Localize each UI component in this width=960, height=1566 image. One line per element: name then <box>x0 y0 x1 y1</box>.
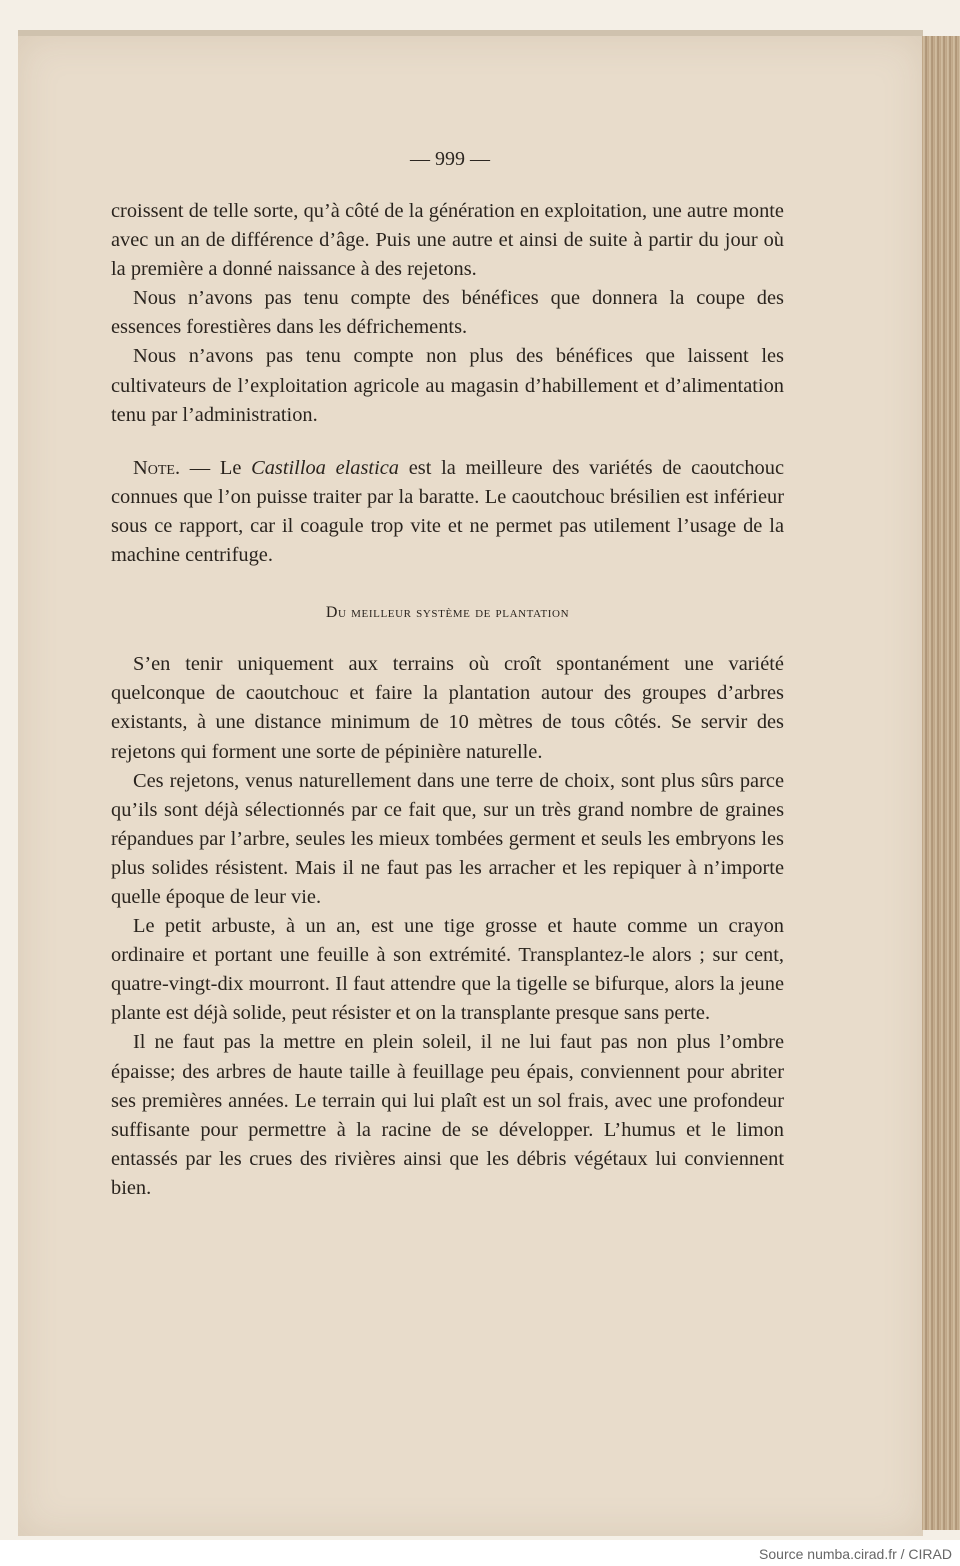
note-species: Castilloa elastica <box>251 456 400 479</box>
page-edge <box>922 36 960 1530</box>
page-text <box>111 197 784 1203</box>
paragraph: Il ne faut pas la mettre en plein soleil, il ne lui faut pas non plus l’ombre épaisse; des arbres de haute taille à feuillage peu épais, conviennent pour abriter ses premières années. Le terrain qui lui plaît est un sol frais, avec une profondeur suffisante pour permettre à la racine de se développer. L’humus et le limon entassés par les crues des rivières ainsi que les débris végétaux lui conviennent bien. <box>111 1031 784 1199</box>
note-label: Note. — <box>133 456 211 479</box>
note-paragraph <box>111 454 784 570</box>
note-text: est la meilleure des variétés de caoutchouc connues que l’on puisse traiter par la baratte. Le caoutchouc brésilien est inférieur sous ce rapport, car il coagule trop vite et ne permet pas utilement l’usage de la machine centrifuge. <box>111 456 784 567</box>
paragraph: Ces rejetons, venus naturellement dans une terre de choix, sont plus sûrs parce qu’ils sont déjà sélectionnés par ce fait que, sur un très grand nombre de graines répandues par l’arbre, seules les mieux tombées germent et seuls les embryons les plus solides résistent. Mais il ne faut pas les arracher et les repiquer à n’importe quelle époque de leur vie. <box>111 769 784 908</box>
source-credit: Source numba.cirad.fr / CIRAD <box>759 1546 952 1562</box>
paragraph: Nous n’avons pas tenu compte non plus des bénéfices que laissent les cultivateurs de l’exploitation agricole au magasin d’habillement et d’alimentation tenu par l’administration. <box>111 345 784 426</box>
section-title: Du meilleur système de plantation <box>325 604 570 622</box>
page-number: — 999 — <box>410 148 490 170</box>
paragraph: croissent de telle sorte, qu’à côté de la génération en exploitation, une autre monte avec un an de différence d’âge. Puis une autre et ainsi de suite à partir du jour où la première a donné naissance à des rejetons. <box>111 200 784 281</box>
note-lead: Le <box>219 456 242 479</box>
paragraph: Nous n’avons pas tenu compte des bénéfices que donnera la coupe des essences forestières dans les défrichements. <box>111 287 784 339</box>
paragraph: Le petit arbuste, à un an, est une tige grosse et haute comme un crayon ordinaire et portant une feuille à son extrémité. Transplantez-le alors ; sur cent, quatre-vingt-dix mourront. Il faut attendre que la tigelle se bifurque, alors la jeune plante est déjà solide, peut résister et on la transplante presque sans perte. <box>111 915 784 1025</box>
paragraph: S’en tenir uniquement aux terrains où croît spontanément une variété quelconque de caoutchouc et faire la plantation autour des groupes d’arbres existants, à une distance minimum de 10 mètres de tous côtés. Se servir des rejetons qui forment une sorte de pépinière naturelle. <box>111 653 784 763</box>
